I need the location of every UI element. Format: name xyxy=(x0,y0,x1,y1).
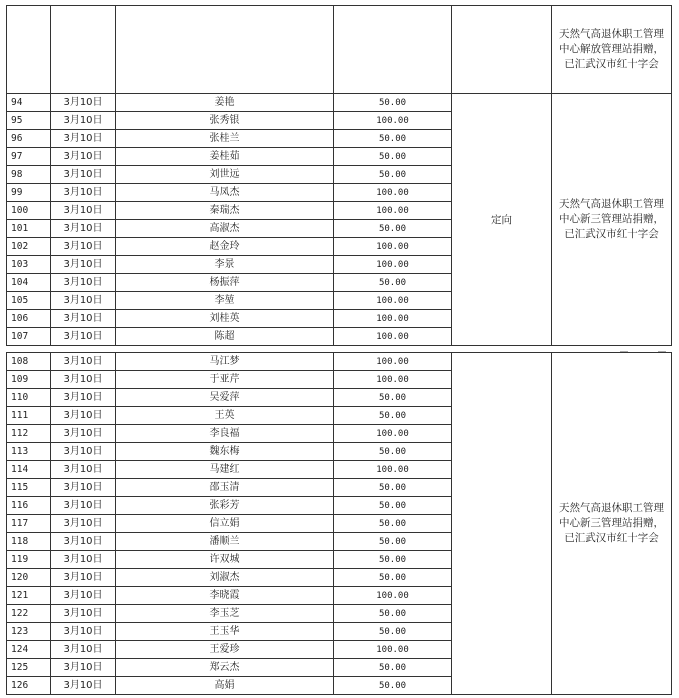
row-date: 3月10日 xyxy=(51,328,116,346)
top-note-cell: 天然气高退休职工管理中心解放管理站捐赠，已汇武汉市红十字会 xyxy=(552,6,672,94)
row-amount: 50.00 xyxy=(334,515,452,533)
row-name: 张桂兰 xyxy=(116,130,334,148)
row-number: 103 xyxy=(7,256,51,274)
row-date: 3月10日 xyxy=(51,353,116,371)
row-amount: 50.00 xyxy=(334,497,452,515)
row-amount: 100.00 xyxy=(334,425,452,443)
row-amount: 100.00 xyxy=(334,587,452,605)
row-number: 123 xyxy=(7,623,51,641)
table-row xyxy=(7,6,672,94)
row-date: 3月10日 xyxy=(51,238,116,256)
row-number: 125 xyxy=(7,659,51,677)
row-amount: 50.00 xyxy=(334,148,452,166)
row-number: 97 xyxy=(7,148,51,166)
row-name: 信立娟 xyxy=(116,515,334,533)
row-name: 秦瑞杰 xyxy=(116,202,334,220)
row-date: 3月10日 xyxy=(51,112,116,130)
row-amount: 50.00 xyxy=(334,166,452,184)
row-number: 114 xyxy=(7,461,51,479)
table-row xyxy=(7,353,672,371)
page-mark xyxy=(620,351,628,352)
row-name: 王英 xyxy=(116,407,334,425)
row-date: 3月10日 xyxy=(51,407,116,425)
row-number: 109 xyxy=(7,371,51,389)
row-name: 于亚芹 xyxy=(116,371,334,389)
page-mark xyxy=(658,351,666,352)
row-name: 马建红 xyxy=(116,461,334,479)
row-amount: 50.00 xyxy=(334,569,452,587)
row-name: 陈超 xyxy=(116,328,334,346)
row-number: 112 xyxy=(7,425,51,443)
row-amount: 100.00 xyxy=(334,256,452,274)
row-amount: 100.00 xyxy=(334,310,452,328)
row-date: 3月10日 xyxy=(51,310,116,328)
row-date: 3月10日 xyxy=(51,220,116,238)
cell-empty xyxy=(51,6,116,94)
row-date: 3月10日 xyxy=(51,533,116,551)
row-number: 113 xyxy=(7,443,51,461)
row-date: 3月10日 xyxy=(51,569,116,587)
row-date: 3月10日 xyxy=(51,148,116,166)
row-number: 124 xyxy=(7,641,51,659)
row-date: 3月10日 xyxy=(51,623,116,641)
row-amount: 100.00 xyxy=(334,371,452,389)
row-name: 马江梦 xyxy=(116,353,334,371)
row-number: 99 xyxy=(7,184,51,202)
row-amount: 100.00 xyxy=(334,292,452,310)
row-amount: 50.00 xyxy=(334,130,452,148)
row-name: 李景 xyxy=(116,256,334,274)
row-date: 3月10日 xyxy=(51,641,116,659)
donation-table-upper xyxy=(6,5,672,346)
row-number: 126 xyxy=(7,677,51,695)
row-number: 100 xyxy=(7,202,51,220)
row-name: 刘世远 xyxy=(116,166,334,184)
row-number: 107 xyxy=(7,328,51,346)
row-name: 姜艳 xyxy=(116,94,334,112)
row-amount: 100.00 xyxy=(334,641,452,659)
cell-empty xyxy=(116,6,334,94)
row-amount: 50.00 xyxy=(334,407,452,425)
row-name: 郑云杰 xyxy=(116,659,334,677)
row-name: 吴爱萍 xyxy=(116,389,334,407)
row-name: 刘桂英 xyxy=(116,310,334,328)
row-date: 3月10日 xyxy=(51,292,116,310)
remark-cell: 天然气高退休职工管理中心新三管理站捐赠，已汇武汉市红十字会 xyxy=(552,353,672,695)
row-number: 104 xyxy=(7,274,51,292)
row-date: 3月10日 xyxy=(51,443,116,461)
row-date: 3月10日 xyxy=(51,184,116,202)
row-amount: 100.00 xyxy=(334,112,452,130)
row-amount: 50.00 xyxy=(334,659,452,677)
row-date: 3月10日 xyxy=(51,461,116,479)
row-date: 3月10日 xyxy=(51,497,116,515)
row-amount: 50.00 xyxy=(334,551,452,569)
row-name: 赵金玲 xyxy=(116,238,334,256)
row-number: 115 xyxy=(7,479,51,497)
row-name: 许双城 xyxy=(116,551,334,569)
row-amount: 50.00 xyxy=(334,479,452,497)
row-amount: 50.00 xyxy=(334,443,452,461)
row-amount: 50.00 xyxy=(334,94,452,112)
row-amount: 50.00 xyxy=(334,274,452,292)
row-date: 3月10日 xyxy=(51,256,116,274)
row-name: 李晓霞 xyxy=(116,587,334,605)
row-number: 122 xyxy=(7,605,51,623)
row-number: 119 xyxy=(7,551,51,569)
row-number: 120 xyxy=(7,569,51,587)
row-number: 111 xyxy=(7,407,51,425)
row-amount: 100.00 xyxy=(334,202,452,220)
cell-empty xyxy=(7,6,51,94)
row-name: 张彩芳 xyxy=(116,497,334,515)
row-number: 117 xyxy=(7,515,51,533)
row-name: 邵玉清 xyxy=(116,479,334,497)
row-name: 魏东梅 xyxy=(116,443,334,461)
row-date: 3月10日 xyxy=(51,587,116,605)
row-amount: 50.00 xyxy=(334,389,452,407)
row-name: 刘淑杰 xyxy=(116,569,334,587)
row-amount: 100.00 xyxy=(334,353,452,371)
row-name: 潘顺兰 xyxy=(116,533,334,551)
remark-cell: 天然气高退休职工管理中心新三管理站捐赠，已汇武汉市红十字会 xyxy=(552,94,672,346)
row-date: 3月10日 xyxy=(51,605,116,623)
row-number: 110 xyxy=(7,389,51,407)
row-name: 马凤杰 xyxy=(116,184,334,202)
row-name: 王玉华 xyxy=(116,623,334,641)
row-amount: 50.00 xyxy=(334,605,452,623)
cell-empty xyxy=(452,6,552,94)
donation-type-cell: 定向 xyxy=(452,94,552,346)
row-name: 李良福 xyxy=(116,425,334,443)
row-number: 121 xyxy=(7,587,51,605)
row-name: 王爱珍 xyxy=(116,641,334,659)
cell-empty xyxy=(334,6,452,94)
row-amount: 100.00 xyxy=(334,328,452,346)
row-number: 106 xyxy=(7,310,51,328)
row-date: 3月10日 xyxy=(51,425,116,443)
row-date: 3月10日 xyxy=(51,479,116,497)
row-number: 118 xyxy=(7,533,51,551)
row-number: 95 xyxy=(7,112,51,130)
row-number: 94 xyxy=(7,94,51,112)
donation-table-lower xyxy=(6,352,672,695)
row-number: 101 xyxy=(7,220,51,238)
row-date: 3月10日 xyxy=(51,130,116,148)
row-date: 3月10日 xyxy=(51,202,116,220)
row-amount: 50.00 xyxy=(334,533,452,551)
row-date: 3月10日 xyxy=(51,371,116,389)
row-date: 3月10日 xyxy=(51,166,116,184)
row-amount: 100.00 xyxy=(334,184,452,202)
row-name: 姜桂茹 xyxy=(116,148,334,166)
row-number: 96 xyxy=(7,130,51,148)
row-number: 102 xyxy=(7,238,51,256)
row-name: 高淑杰 xyxy=(116,220,334,238)
row-name: 高娟 xyxy=(116,677,334,695)
row-date: 3月10日 xyxy=(51,659,116,677)
donation-type-cell xyxy=(452,353,552,695)
row-amount: 100.00 xyxy=(334,238,452,256)
row-number: 116 xyxy=(7,497,51,515)
row-name: 李堃 xyxy=(116,292,334,310)
row-name: 李玉芝 xyxy=(116,605,334,623)
row-date: 3月10日 xyxy=(51,274,116,292)
row-amount: 50.00 xyxy=(334,623,452,641)
row-date: 3月10日 xyxy=(51,94,116,112)
row-number: 108 xyxy=(7,353,51,371)
row-name: 张秀银 xyxy=(116,112,334,130)
row-date: 3月10日 xyxy=(51,389,116,407)
row-name: 杨振萍 xyxy=(116,274,334,292)
row-number: 105 xyxy=(7,292,51,310)
row-amount: 50.00 xyxy=(334,220,452,238)
row-date: 3月10日 xyxy=(51,515,116,533)
row-amount: 100.00 xyxy=(334,461,452,479)
row-amount: 50.00 xyxy=(334,677,452,695)
table-row xyxy=(7,94,672,112)
row-date: 3月10日 xyxy=(51,551,116,569)
row-date: 3月10日 xyxy=(51,677,116,695)
row-number: 98 xyxy=(7,166,51,184)
